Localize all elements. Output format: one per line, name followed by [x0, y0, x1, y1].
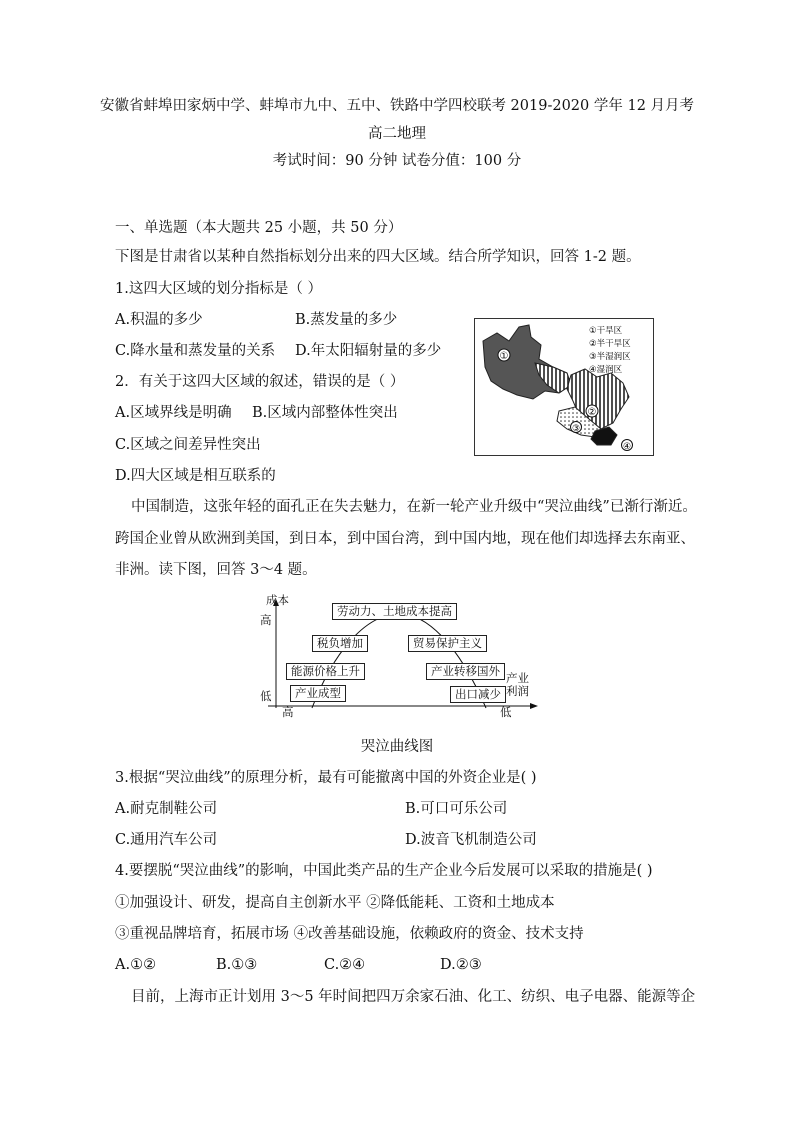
question-4-measures-2: ③重视品牌培育，拓展市场 ④改善基础设施，依赖政府的资金、技术支持 — [115, 926, 584, 942]
gansu-map-svg — [475, 319, 653, 455]
question-1-option-d: D.年太阳辐射量的多少 — [295, 343, 442, 359]
curve-box-labor-land-cost: 劳动力、土地成本提高 — [332, 603, 457, 620]
question-4-option-d: D.②③ — [440, 957, 482, 973]
map-marker-4: ④ — [622, 442, 632, 452]
intro-q3-4-line2: 跨国企业曾从欧洲到美国，到日本，到中国台湾，到中国内地，现在他们却选择去东南亚、 — [115, 531, 695, 547]
question-4-option-a: A.①② — [115, 957, 157, 973]
question-4-option-b: B.①③ — [216, 957, 258, 973]
question-3-option-a: A.耐克制鞋公司 — [115, 801, 218, 817]
map-legend-1: ①干旱区 — [589, 326, 623, 336]
figure-x-label-1: 产业 — [506, 671, 529, 685]
figure-x-low: 低 — [500, 705, 512, 719]
figure-x-label-2: 利润 — [506, 684, 529, 698]
curve-box-industry-transfer: 产业转移国外 — [426, 663, 505, 680]
section-title: 一、单选题（本大题共 25 小题，共 50 分） — [115, 220, 403, 236]
curve-box-energy-price: 能源价格上升 — [286, 663, 365, 680]
intro-q3-4-line3: 非洲。读下图，回答 3～4 题。 — [115, 562, 317, 578]
exam-title: 安徽省蚌埠田家炳中学、蚌埠市九中、五中、铁路中学四校联考 2019-2020 学年 12 月月考 — [99, 98, 695, 114]
map-legend-3: ③半湿润区 — [589, 352, 631, 362]
question-2-option-b: B.区域内部整体性突出 — [252, 405, 398, 421]
question-3-stem: 3.根据“哭泣曲线”的原理分析，最有可能撤离中国的外资企业是( ) — [115, 770, 537, 786]
question-3-option-c: C.通用汽车公司 — [115, 832, 218, 848]
question-1-option-a: A.积温的多少 — [115, 312, 203, 328]
question-4-option-c: C.②④ — [324, 957, 366, 973]
map-marker-1: ① — [499, 351, 509, 362]
curve-box-export-decrease: 出口减少 — [450, 686, 506, 703]
figure-caption: 哭泣曲线图 — [360, 739, 434, 755]
figure-y-label: 成本 — [266, 593, 289, 607]
crying-curve-figure — [254, 593, 544, 720]
question-4-measures-1: ①加强设计、研发，提高自主创新水平 ②降低能耗、工资和土地成本 — [115, 895, 555, 911]
question-2-option-d: D.四大区域是相互联系的 — [115, 468, 276, 484]
map-legend-2: ②半干旱区 — [589, 339, 631, 349]
map-marker-2: ② — [587, 407, 597, 418]
question-1-option-c: C.降水量和蒸发量的关系 — [115, 343, 276, 359]
intro-q3-4-line1: 中国制造，这张年轻的面孔正在失去魅力，在新一轮产业升级中“哭泣曲线”已渐行渐近。 — [131, 499, 697, 515]
figure-x-high: 高 — [282, 705, 294, 719]
curve-box-industry-formed: 产业成型 — [290, 685, 346, 702]
figure-y-high: 高 — [260, 613, 272, 627]
figure-y-low: 低 — [260, 689, 272, 703]
intro-next-passage: 目前，上海市正计划用 3～5 年时间把四万余家石油、化工、纺织、电子电器、能源等企 — [131, 989, 696, 1005]
exam-subject: 高二地理 — [368, 126, 426, 142]
question-1-stem: 1.这四大区域的划分指标是（ ） — [115, 281, 322, 297]
question-2-option-a: A.区域界线是明确 — [115, 405, 232, 421]
intro-q1-2: 下图是甘肃省以某种自然指标划分出来的四大区域。结合所学知识，回答 1-2 题。 — [115, 249, 641, 265]
curve-box-trade-protection: 贸易保护主义 — [408, 635, 487, 652]
question-1-option-b: B.蒸发量的多少 — [295, 312, 398, 328]
exam-info: 考试时间：90 分钟 试卷分值：100 分 — [272, 153, 522, 169]
map-marker-3: ③ — [571, 424, 581, 434]
question-2-stem: 2．有关于这四大区域的叙述，错误的是（ ） — [115, 374, 405, 390]
gansu-region-map — [474, 318, 654, 456]
question-4-stem: 4.要摆脱“哭泣曲线”的影响，中国此类产品的生产企业今后发展可以采取的措施是( ) — [115, 863, 653, 879]
question-3-option-d: D.波音飞机制造公司 — [405, 832, 537, 848]
question-3-option-b: B.可口可乐公司 — [405, 801, 508, 817]
question-2-option-c: C.区域之间差异性突出 — [115, 437, 261, 453]
map-legend-4: ④湿润区 — [589, 365, 623, 375]
curve-box-tax-increase: 税负增加 — [312, 635, 368, 652]
